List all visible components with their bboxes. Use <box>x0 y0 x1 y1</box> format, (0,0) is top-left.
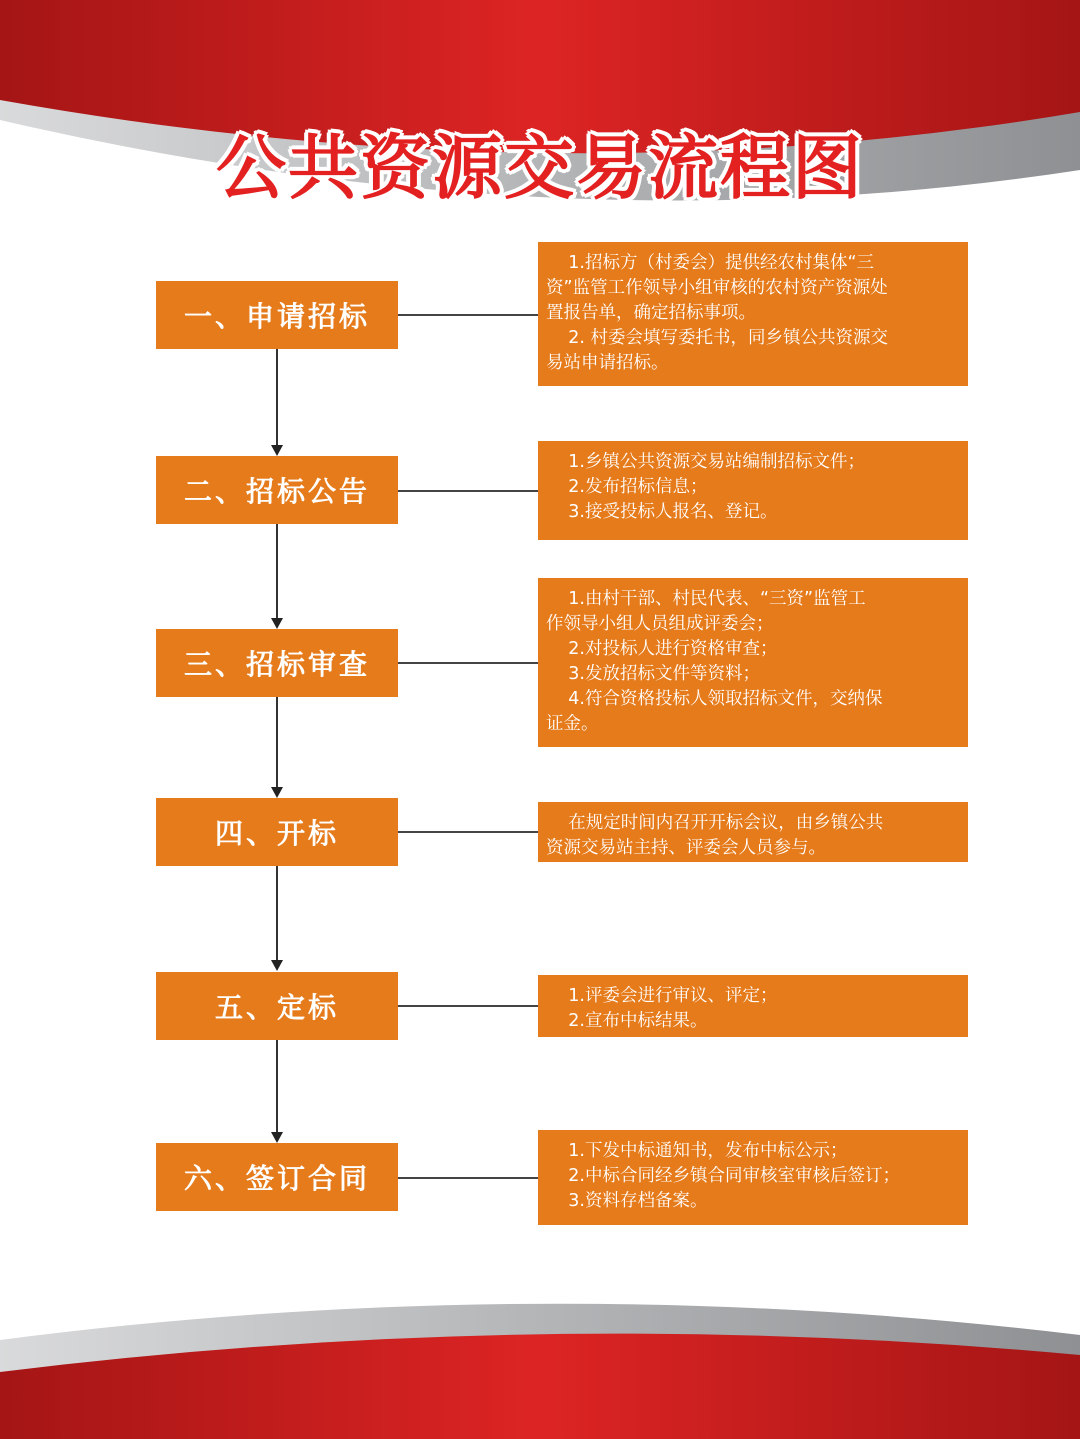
detail-line: 1.评委会进行审议、评定； <box>546 986 778 1006</box>
link-step-3 <box>398 662 538 664</box>
detail-line: 1.下发中标通知书，发布中标公示； <box>546 1141 848 1161</box>
arrow-down-icon <box>271 445 283 456</box>
detail-box-4 <box>538 802 968 862</box>
link-step-2 <box>398 490 538 492</box>
detail-box-2 <box>538 441 968 540</box>
detail-line: 3.资料存档备案。 <box>546 1191 708 1211</box>
detail-line: 2.宣布中标结果。 <box>546 1011 708 1031</box>
detail-line: 4.符合资格投标人领取招标文件，交纳保 <box>546 689 883 709</box>
detail-line: 2.对投标人进行资格审查； <box>546 639 778 659</box>
connector-3-4 <box>276 697 278 789</box>
link-step-1 <box>398 314 538 316</box>
detail-box-1 <box>538 242 968 386</box>
detail-box-5 <box>538 975 968 1037</box>
step-box-5: 五、定标 <box>156 972 398 1040</box>
detail-line: 1.招标方（村委会）提供经农村集体“三 <box>546 253 875 273</box>
detail-line: 2.发布招标信息； <box>546 477 708 497</box>
arrow-down-icon <box>271 618 283 629</box>
detail-box-6 <box>538 1130 968 1225</box>
detail-line: 1.乡镇公共资源交易站编制招标文件； <box>546 452 865 472</box>
connector-5-6 <box>276 1040 278 1134</box>
page-title: 公共资源交易流程图 <box>216 127 864 209</box>
step-box-2: 二、招标公告 <box>156 456 398 524</box>
connector-4-5 <box>276 866 278 962</box>
detail-line: 置报告单，确定招标事项。 <box>546 303 756 323</box>
arrow-down-icon <box>271 787 283 798</box>
link-step-4 <box>398 831 538 833</box>
arrow-down-icon <box>271 960 283 971</box>
step-box-6: 六、签订合同 <box>156 1143 398 1211</box>
connector-2-3 <box>276 524 278 620</box>
detail-line: 资源交易站主持、评委会人员参与。 <box>546 838 826 858</box>
step-box-1: 一、申请招标 <box>156 281 398 349</box>
arrow-down-icon <box>271 1132 283 1143</box>
connector-1-2 <box>276 349 278 447</box>
detail-line: 作领导小组人员组成评委会； <box>546 614 774 634</box>
detail-line: 2.中标合同经乡镇合同审核室审核后签订； <box>546 1166 900 1186</box>
detail-line: 资”监管工作领导小组审核的农村资产资源处 <box>546 278 888 298</box>
detail-box-3 <box>538 578 968 747</box>
detail-line: 证金。 <box>546 714 599 734</box>
detail-line: 易站申请招标。 <box>546 353 669 373</box>
link-step-5 <box>398 1005 538 1007</box>
step-box-4: 四、开标 <box>156 798 398 866</box>
detail-line: 2. 村委会填写委托书，同乡镇公共资源交 <box>546 328 889 348</box>
link-step-6 <box>398 1177 538 1179</box>
step-box-3: 三、招标审查 <box>156 629 398 697</box>
detail-line: 在规定时间内召开开标会议，由乡镇公共 <box>546 813 884 833</box>
detail-line: 3.发放招标文件等资料； <box>546 664 760 684</box>
detail-line: 3.接受投标人报名、登记。 <box>546 502 778 522</box>
detail-line: 1.由村干部、村民代表、“三资”监管工 <box>546 589 866 609</box>
